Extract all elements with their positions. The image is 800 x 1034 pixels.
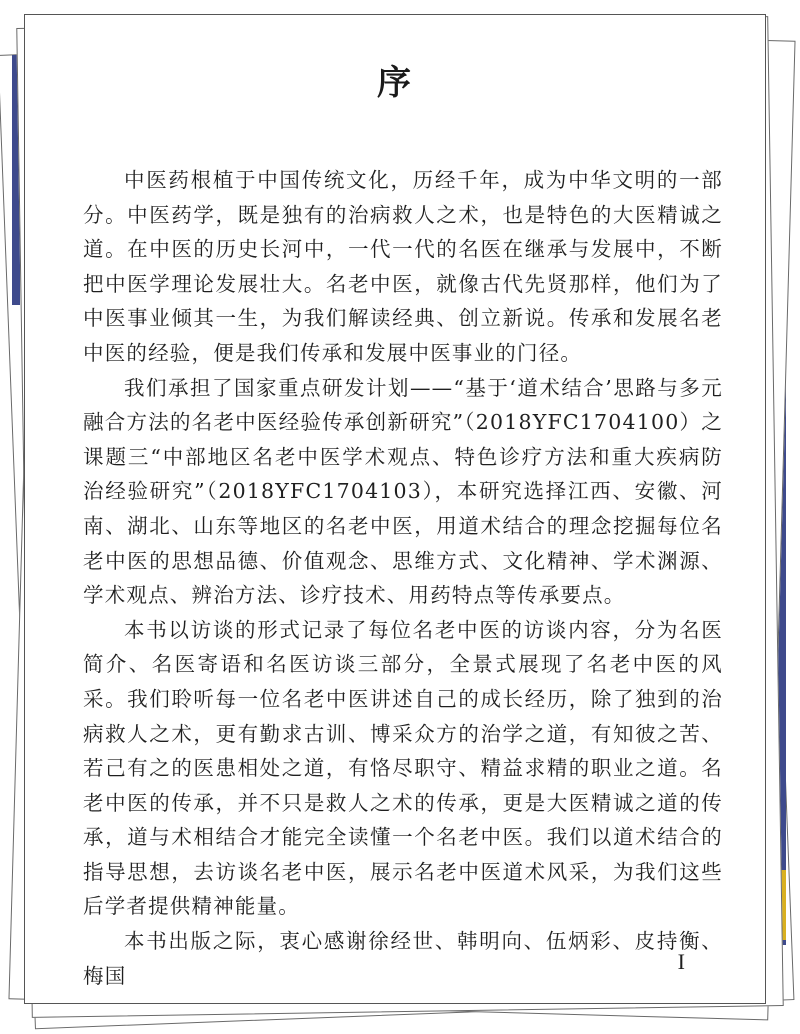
page-title: 序 xyxy=(377,63,413,103)
paragraph: 我们承担了国家重点研发计划——“基于‘道术结合’思路与多元融合方法的名老中医经验传承创新研究”（2018YFC1704100）之课题三“中部地区名老中医学术观点、特色诊疗方法和重大疾病防治经验研究”（2018YFC1704103），本研究选择江西、安徽、河南、湖北、山东等地区的名老中医，用道术结合的理念挖掘每位名老中医的思想品德、价值观念、思维方式、文化精神、学术渊源、学术观点、辨治方法、诊疗技术、用药特点等传承要点。 xyxy=(83,375,723,608)
paragraph: 本书以访谈的形式记录了每位名老中医的访谈内容，分为名医简介、名医寄语和名医访谈三部分，全景式展现了名老中医的风采。我们聆听每一位名老中医讲述自己的成长经历，除了独到的治病救人之术，更有勤求古训、博采众方的治学之道，有知彼之苦、若己有之的医患相处之道，有恪尽职守、精益求精的职业之道。名老中医的传承，并不只是救人之术的传承，更是大医精诚之道的传承，道与术相结合才能完全读懂一个名老中医。我们以道术结合的指导思想，去访谈名老中医，展示名老中医道术风采，为我们这些后学者提供精神能量。 xyxy=(83,617,723,919)
paragraph: 中医药根植于中国传统文化，历经千年，成为中华文明的一部分。中医药学，既是独有的治病救人之术，也是特色的大医精诚之道。在中医的历史长河中，一代一代的名医在继承与发展中，不断把中医学理论发展壮大。名老中医，就像古代先贤那样，他们为了中医事业倾其一生，为我们解读经典、创立新说。传承和发展名老中医的经验，便是我们传承和发展中医事业的门径。 xyxy=(83,168,723,365)
page-number: I xyxy=(677,949,685,974)
body-text xyxy=(83,163,723,993)
paragraph: 本书出版之际，衷心感谢徐经世、韩明向、伍炳彩、皮持衡、梅国 xyxy=(83,929,723,988)
document-page xyxy=(24,14,766,1004)
